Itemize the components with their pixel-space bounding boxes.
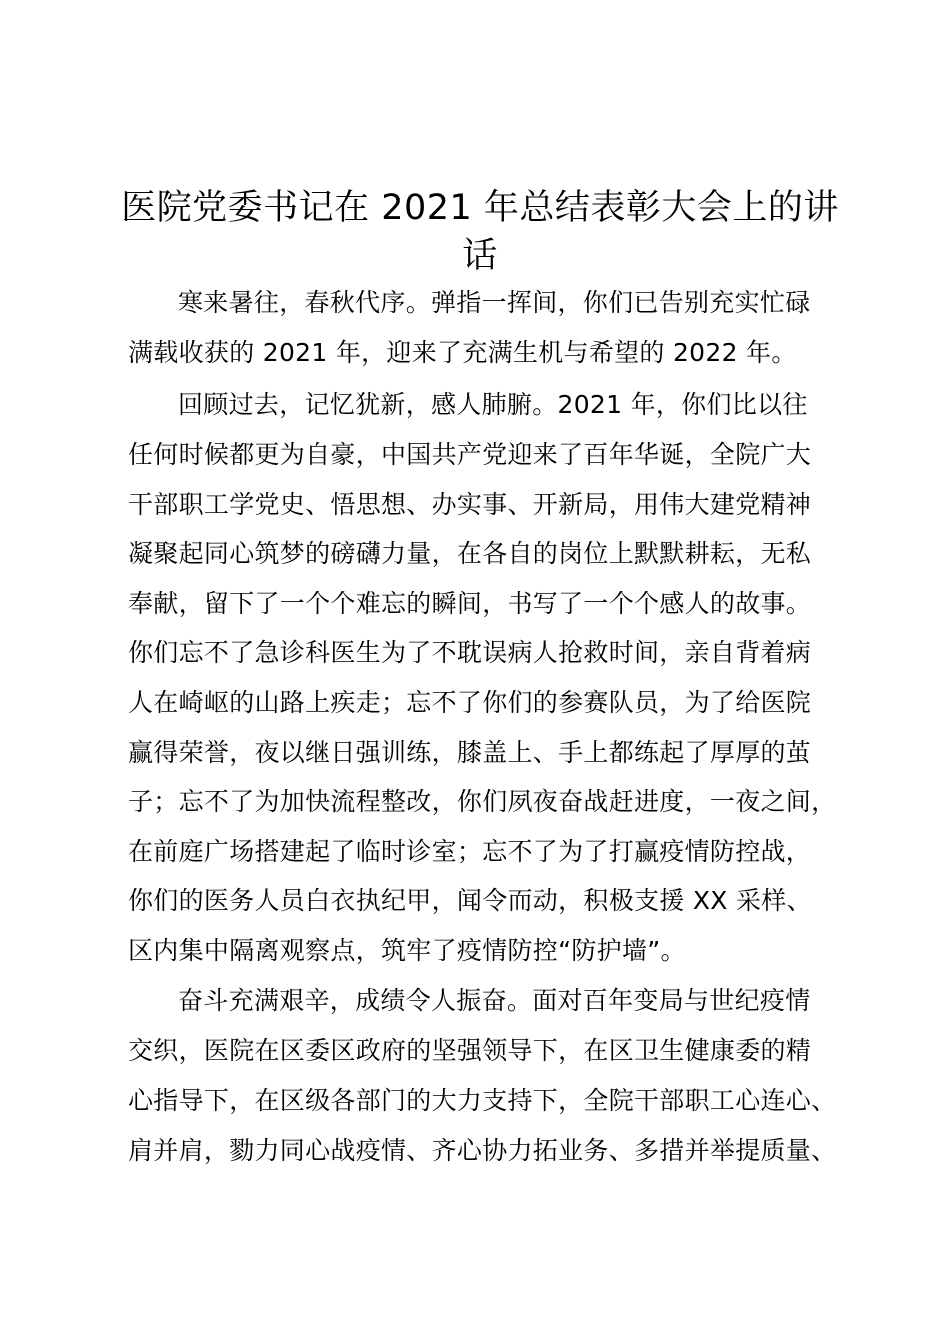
body-line-9: 人在崎岖的山路上疾走；忘不了你们的参赛队员，为了给医院 [128,688,812,717]
body-line-6: 凝聚起同心筑梦的磅礴力量，在各自的岗位上默默耕耘，无私 [128,539,812,568]
body-line-4: 任何时候都更为自豪，中国共产党迎来了百年华诞，全院广大 [128,440,812,469]
body-line-17: 心指导下，在区级各部门的大力支持下，全院干部职工心连心、 [128,1086,837,1115]
body-line-15: 奋斗充满艰辛，成绩令人振奋。面对百年变局与世纪疫情 [178,986,811,1015]
body-line-8: 你们忘不了急诊科医生为了不耽误病人抢救时间，亲自背着病 [128,638,812,667]
body-line-11: 子；忘不了为加快流程整改，你们夙夜奋战赶进度，一夜之间， [128,787,837,816]
body-line-7: 奉献，留下了一个个难忘的瞬间，书写了一个个感人的故事。 [128,589,812,618]
body-line-12: 在前庭广场搭建起了临时诊室；忘不了为了打赢疫情防控战， [128,837,812,866]
document-title-line-2: 话 [462,236,498,276]
body-line-16: 交织，医院在区委区政府的坚强领导下，在区卫生健康委的精 [128,1036,812,1065]
body-line-14: 区内集中隔离观察点，筑牢了疫情防控“防护墙”。 [128,936,686,965]
document-title-line-1: 医院党委书记在 2021 年总结表彰大会上的讲 [121,188,839,228]
body-line-13: 你们的医务人员白衣执纪甲，闻令而动，积极支援 XX 采样、 [128,886,812,915]
body-line-5: 干部职工学党史、悟思想、办实事、开新局，用伟大建党精神 [128,490,812,519]
body-line-3: 回顾过去，记忆犹新，感人肺腑。2021 年，你们比以往 [178,390,808,419]
body-line-2: 满载收获的 2021 年，迎来了充满生机与希望的 2022 年。 [128,338,797,367]
body-line-18: 肩并肩，勠力同心战疫情、齐心协力拓业务、多措并举提质量、 [128,1136,837,1165]
body-line-1: 寒来暑往，春秋代序。弹指一挥间，你们已告别充实忙碌 [178,288,811,317]
body-line-10: 赢得荣誉，夜以继日强训练，膝盖上、手上都练起了厚厚的茧 [128,738,812,767]
